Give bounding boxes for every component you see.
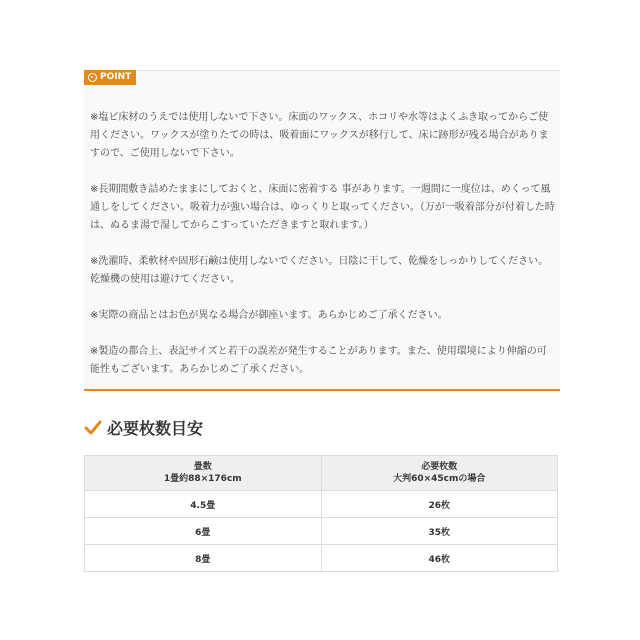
note-color: ※実際の商品とはお色が異なる場合が御座います。あらかじめご了承ください。: [90, 310, 448, 321]
point-badge-label: POINT: [100, 72, 132, 82]
point-notes: [90, 109, 555, 397]
table-row: [85, 545, 558, 572]
cell-count: 46枚: [321, 545, 558, 572]
header-tatami-title: 畳数: [193, 462, 212, 472]
header-tatami: [85, 456, 322, 491]
point-icon: [88, 73, 97, 82]
cell-tatami: 4.5畳: [85, 491, 322, 518]
check-icon: [84, 419, 102, 437]
header-tatami-sub: 1畳約88×176cm: [163, 474, 242, 484]
table-row: [85, 518, 558, 545]
note-size: ※製造の都合上、表記サイズと若干の誤差が発生することがあります。また、使用環境により伸縮の可能性もございます。あらかじめご了承ください。: [90, 346, 547, 375]
note-washing: ※洗濯時、柔軟材や固形石鹸は使用しないでください。日陰に干して、乾燥をしっかりしてください。乾燥機の使用は避けてください。: [90, 256, 549, 285]
cell-tatami: 8畳: [85, 545, 322, 572]
cell-tatami: 6畳: [85, 518, 322, 545]
cell-count: 35枚: [321, 518, 558, 545]
required-count-table: [84, 455, 558, 572]
table-header-row: [85, 456, 558, 491]
section-heading: [84, 416, 203, 439]
header-count: [321, 456, 558, 491]
note-long-term: ※長期間敷き詰めたままにしておくと、床面に密着する 事があります。一週間に一度位は、めくって風通しをしてください。吸着力が強い場合は、ゆっくりと取ってください。（万が一吸着部分が付着した時は、ぬるま湯で湿してからこすっていただきますと取れます。）: [90, 184, 555, 231]
point-badge: [84, 70, 136, 85]
section-title: 必要枚数目安: [107, 419, 204, 438]
table-row: [85, 491, 558, 518]
header-count-title: 必要枚数: [421, 462, 458, 472]
note-wax: ※塩ビ床材のうえでは使用しないで下さい。床面のワックス、ホコリや水等はよくふき取ってからご使用ください。ワックスが塗りたての時は、吸着面にワックスが移行して、床に跡形が残る場合がありますので、ご使用しないで下さい。: [90, 112, 549, 159]
header-count-sub: 大判60×45cmの場合: [393, 474, 486, 484]
cell-count: 26枚: [321, 491, 558, 518]
point-box: [84, 70, 560, 391]
